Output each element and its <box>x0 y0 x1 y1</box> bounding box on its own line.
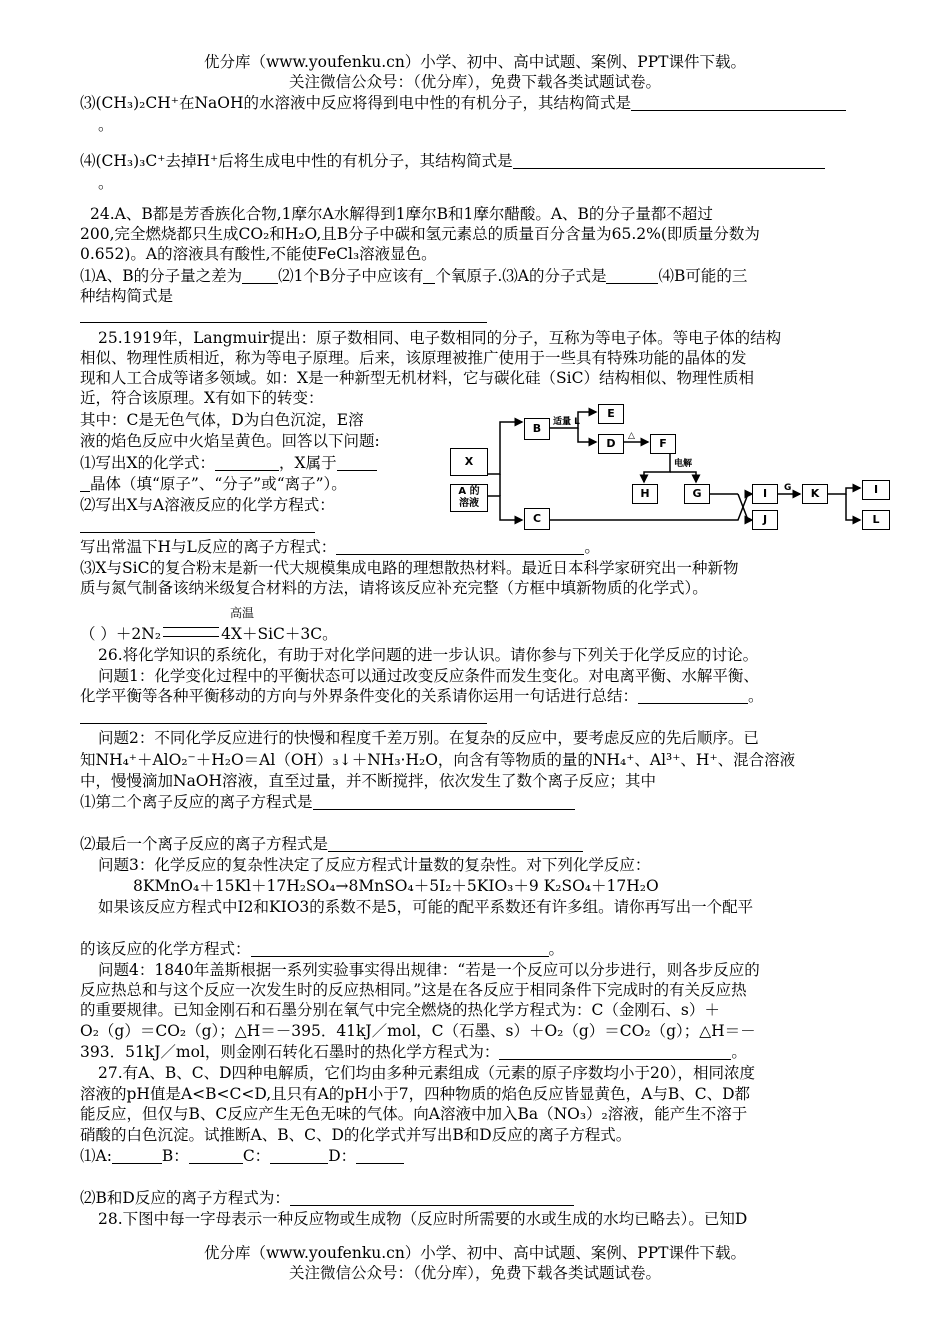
q25-line-9: ⑵写出X与A溶液反应的化学方程式： <box>80 496 335 514</box>
q23-part3: ⑶(CH₃)₂CH⁺在NaOH的水溶液中反应将得到电中性的有机分子，其结构简式是 <box>80 93 846 113</box>
q26-line-8: ⑵最后一个离子反应的离子方程式是 <box>80 834 583 854</box>
box-L: L <box>862 510 890 530</box>
q26-line-11: 如果该反应方程式中I2和KIO3的系数不是5，可能的配平系数还有许多组。请你再写出一个配平 <box>98 898 754 916</box>
q25-line-3: 现和人工合成等诸多领域。如：X是一种新型无机材料，它与碳化硅（SiC）结构相似、物理性质相 <box>80 369 754 387</box>
q26-equation: 8KMnO₄＋15Kl＋17H₂SO₄→8MnSO₄＋5I₂＋5KIO₃＋9 K₂SO₄＋17H₂O <box>133 877 659 895</box>
q26-line-5: 知NH₄⁺＋AlO₂⁻＋H₂O＝Al（OH）₃↓＋NH₃·H₂O，向含有等物质的量的NH₄⁺、Al³⁺、H⁺、混合溶液 <box>80 751 796 769</box>
footer-line-2: 关注微信公众号：（优分库），免费下载各类试题试卷。 <box>288 1264 661 1282</box>
box-I-2: I <box>862 480 890 500</box>
header-line-2: 关注微信公众号：（优分库），免费下载各类试题试卷。 <box>288 73 661 91</box>
q25-line-1: 25.1919年，Langmuir提出：原子数相同、电子数相同的分子，互称为等电子体。等电子体的结构 <box>98 329 782 347</box>
box-I: I <box>752 484 778 504</box>
answer-line <box>80 723 487 724</box>
box-A: A 的 溶液 <box>450 484 488 512</box>
q26-line-17: 393．51kJ／mol，则金刚石转化石墨时的热化学方程式为： 。 <box>80 1043 747 1061</box>
q26-line-7: ⑴第二个离子反应的离子方程式是 <box>80 792 575 812</box>
q26-line-2: 问题1：化学变化过程中的平衡状态可以通过改变反应条件而发生变化。对电离平衡、水解平衡、 <box>98 667 759 685</box>
box-J: J <box>752 510 778 530</box>
q27-line-5: ⑴A: B： C： D： <box>80 1146 404 1166</box>
q27-line-2: 溶液的pH值是A<B<C<D,且只有A的pH小于7，四种物质的焰色反应皆显黄色，A与B、C、D都 <box>80 1085 751 1103</box>
q25-line-6: 液的焰色反应中火焰呈黄色。回答以下问题: <box>80 432 380 450</box>
q27-line-4: 硝酸的白色沉淀。试推断A、B、C、D的化学式并写出B和D反应的离子方程式。 <box>80 1126 632 1144</box>
q25-line-7: ⑴写出X的化学式： ，X属于 <box>80 453 377 473</box>
q25-line-12: ⑶X与SiC的复合粉末是新一代大规模集成电路的理想散热材料。最近日本科学家研究出一种新物 <box>80 559 739 577</box>
q26-line-16: O₂（g）＝CO₂（g）；△H＝－395．41kJ／mol，C（石墨、s）＋O₂（g）＝CO₂（g）；△H＝－ <box>80 1022 756 1040</box>
header-line-1: 优分库（www.youfenku.cn）小学、初中、高中试题、案例、PPT课件下载。 <box>203 53 747 71</box>
q24-line-5: 种结构简式是 <box>80 287 174 305</box>
box-K: K <box>802 484 828 504</box>
q26-line-13: 问题4：1840年盖斯根据一系列实验事实得出规律：“若是一个反应可以分步进行，则各步反应的 <box>98 961 760 979</box>
q24-line-1: 24.A、B都是芳香族化合物,1摩尔A水解得到1摩尔B和1摩尔醋酸。A、B的分子量都不超过 <box>90 205 713 223</box>
q25-line-4: 近，符合该原理。X有如下的转变： <box>80 389 324 407</box>
box-G: G <box>684 484 710 504</box>
answer-line <box>80 532 315 533</box>
q26-line-1: 26.将化学知识的系统化，有助于对化学问题的进一步认识。请你参与下列关于化学反应的讨论。 <box>98 646 759 664</box>
q23-part3-end: 。 <box>98 116 114 134</box>
q24-line-3: 0.652)。A的溶液具有酸性,不能使FeCl₃溶液显色。 <box>80 245 437 263</box>
q25-line-8: 晶体（填“原子”、“分子”或“离子”）。 <box>80 474 347 494</box>
label-F: 电解 <box>674 459 693 469</box>
q27-line-3: 能反应，但仅与B、C反应产生无色无味的气体。向A溶液中加入Ba（NO₃）₂溶液，能产生不溶于 <box>80 1105 748 1123</box>
footer-line-1: 优分库（www.youfenku.cn）小学、初中、高中试题、案例、PPT课件下载。 <box>203 1244 747 1262</box>
reaction-flow-diagram <box>448 400 900 540</box>
q28-line-1: 28.下图中每一字母表示一种反应物或生成物（反应时所需要的水或生成的水均已略去）。已知D <box>98 1210 748 1228</box>
diagram-connectors <box>448 400 900 540</box>
q26-line-9: 问题3：化学反应的复杂性决定了反应方程式计量数的复杂性。对下列化学反应： <box>98 856 651 874</box>
box-D: D <box>598 434 624 454</box>
q26-line-6: 中，慢慢滴加NaOH溶液，直至过量，并不断搅拌，依次发生了数个离子反应；其中 <box>80 772 657 790</box>
q26-line-15: 的重要规律。已知金刚石和石墨分别在氧气中完全燃烧的热化学方程式为：C（金刚石、s）＋ <box>80 1001 720 1019</box>
q27-line-6: ⑵B和D反应的离子方程式为： <box>80 1188 574 1208</box>
q26-line-14: 反应热总和与这个反应一次发生时的反应热相同。”这是在各反应于相同条件下完成时的有关反应热 <box>80 981 747 999</box>
q27-line-1: 27.有A、B、C、D四种电解质，它们均由多种元素组成（元素的原子序数均小于20），相同浓度 <box>98 1064 755 1082</box>
q26-line-3: 化学平衡等各种平衡移动的方向与外界条件变化的关系请你运用一句话进行总结： 。 <box>80 687 764 705</box>
label-D: △ <box>628 431 635 441</box>
box-B: B <box>524 418 550 440</box>
q24-line-2: 200,完全燃烧都只生成CO₂和H₂O,且B分子中碳和氢元素总的质量百分含量为65.2%(即质量分数为 <box>80 225 760 243</box>
q23-part4: ⑷(CH₃)₃C⁺去掉H⁺后将生成电中性的有机分子，其结构简式是 <box>80 151 825 171</box>
q23-part4-end: 。 <box>98 174 114 192</box>
q25-equation: （ ）＋2N₂ 4X＋SiC＋3C。 <box>80 625 338 643</box>
box-X: X <box>450 448 488 476</box>
box-H: H <box>632 484 658 504</box>
box-C: C <box>524 508 550 530</box>
reaction-condition: 高温 <box>230 606 255 620</box>
q25-line-2: 相似、物理性质相近，称为等电子原理。后来，该原理被推广使用于一些具有特殊功能的晶体的发 <box>80 349 747 367</box>
q25-line-5: 其中：C是无色气体，D为白色沉淀，E溶 <box>80 411 364 429</box>
q24-line-4: ⑴A、B的分子量之差为 ⑵1个B分子中应该有 个氧原子.⑶A的分子式是 ⑷B可能的三 <box>80 267 748 285</box>
answer-line <box>80 322 487 323</box>
label-I: G <box>784 483 792 493</box>
q26-line-4: 问题2：不同化学反应进行的快慢和程度千差万别。在复杂的反应中，要考虑反应的先后顺序。已 <box>98 729 759 747</box>
box-F: F <box>650 434 676 454</box>
q26-line-12: 的该反应的化学方程式： 。 <box>80 940 565 958</box>
q25-line-11: 写出常温下H与L反应的离子方程式： 。 <box>80 538 600 556</box>
box-E: E <box>598 404 624 424</box>
q25-line-13: 质与氮气制备该纳米级复合材料的方法，请将该反应补充完整（方框中填新物质的化学式）。 <box>80 579 708 597</box>
label-B: 适量 L <box>553 417 580 427</box>
